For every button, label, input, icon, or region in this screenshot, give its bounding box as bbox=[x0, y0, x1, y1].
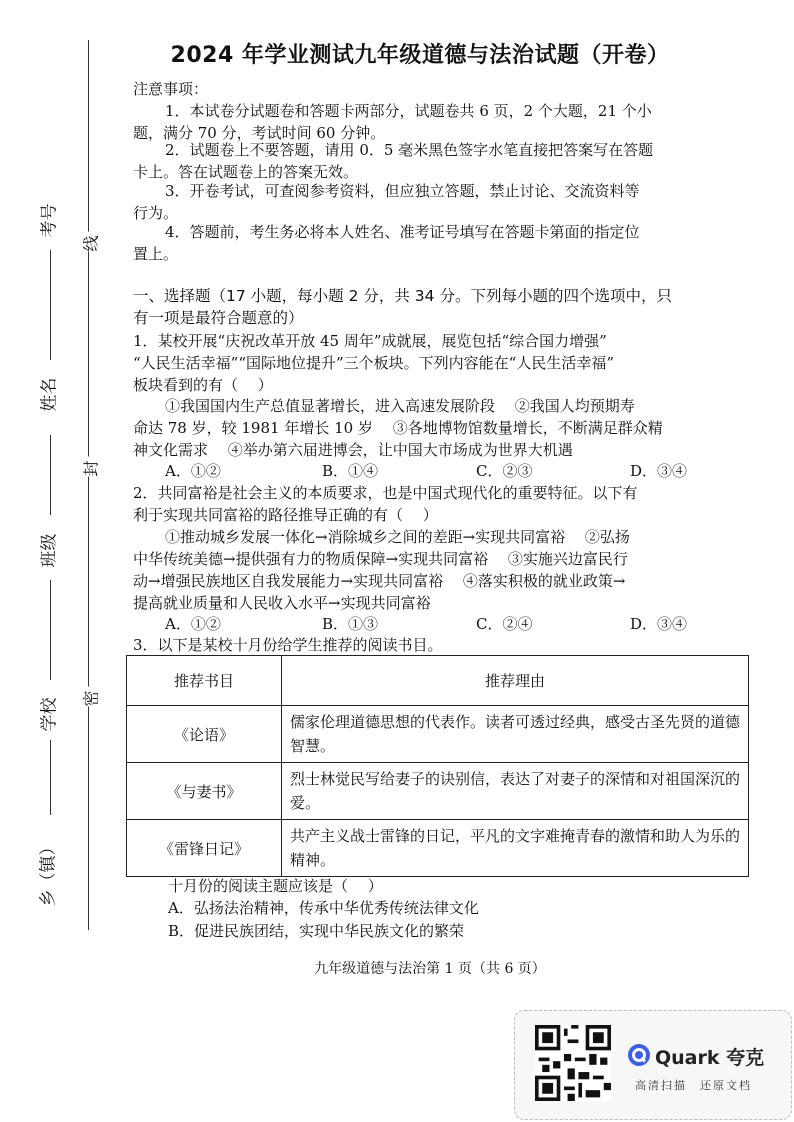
question-1-text: 板块看到的有（ ） bbox=[133, 376, 273, 394]
question-2-statement: 中华传统美德→提供强有力的物质保障→实现共同富裕 ③实施兴边富民行 bbox=[133, 550, 628, 568]
question-1-statement: ①我国国内生产总值显著增长，进入高速发展阶段 ②我国人均预期寿 bbox=[165, 397, 635, 415]
notice-line: 题，满分 70 分，考试时间 60 分钟。 bbox=[133, 124, 386, 142]
question-1-statement: 命达 78 岁，较 1981 年增长 10 岁 ③各地博物馆数量增长，不断满足群众精 bbox=[133, 419, 663, 437]
q1-option-b: B．①④ bbox=[322, 462, 379, 480]
field-underline bbox=[50, 740, 51, 815]
notice-heading: 注意事项： bbox=[133, 80, 209, 98]
section-heading: 一、选择题（17 小题，每小题 2 分，共 34 分。下列每小题的四个选项中，只 bbox=[133, 287, 672, 305]
question-2-text: 2．共同富裕是社会主义的本质要求，也是中国式现代化的重要特征。以下有 bbox=[133, 484, 638, 502]
notice-line: 行为。 bbox=[133, 204, 179, 222]
question-3-question: 十月份的阅读主题应该是（ ） bbox=[168, 877, 383, 895]
q2-option-a: A．①② bbox=[165, 615, 221, 633]
question-1-text: 1．某校开展“庆祝改革开放 45 周年”成就展，展览包括“综合国力增强” bbox=[133, 332, 607, 350]
seal-mark-seal: 封 bbox=[79, 457, 102, 477]
table-row bbox=[127, 706, 749, 763]
notice-line: 1．本试卷分试题卷和答题卡两部分，试题卷共 6 页，2 个大题，21 个小 bbox=[165, 102, 652, 120]
question-2-text: 利于实现共同富裕的路径推导正确的有（ ） bbox=[133, 506, 438, 524]
question-1-text: “人民生活幸福”“国际地位提升”三个板块。下列内容能在“人民生活幸福” bbox=[133, 354, 615, 372]
binding-line bbox=[88, 40, 89, 930]
question-2-statement: ①推动城乡发展一体化→消除城乡之间的差距→实现共同富裕 ②弘扬 bbox=[165, 528, 630, 546]
qr-code-icon bbox=[535, 1025, 611, 1101]
quark-badge bbox=[514, 1010, 792, 1120]
q1-option-d: D．③④ bbox=[630, 462, 688, 480]
field-underline bbox=[50, 250, 51, 360]
q3-option-b: B．促进民族团结，实现中华民族文化的繁荣 bbox=[168, 922, 465, 940]
field-label-name: 姓名 bbox=[39, 377, 60, 412]
q1-option-c: C．②③ bbox=[476, 462, 533, 480]
q2-option-c: C．②④ bbox=[476, 615, 533, 633]
book-reason: 共产主义战士雷锋的日记，平凡的文字难掩青春的激情和助人为乐的精神。 bbox=[282, 820, 749, 877]
table-header: 推荐理由 bbox=[282, 656, 749, 706]
field-underline bbox=[50, 435, 51, 515]
book-reason: 儒家伦理道德思想的代表作。读者可透过经典，感受古圣先贤的道德智慧。 bbox=[282, 706, 749, 763]
book-title: 《雷锋日记》 bbox=[127, 820, 282, 877]
notice-line: 4．答题前，考生务必将本人姓名、准考证号填写在答题卡第面的指定位 bbox=[165, 223, 640, 241]
q3-option-a: A．弘扬法治精神，传承中华优秀传统法律文化 bbox=[168, 899, 479, 917]
reading-list-table bbox=[126, 655, 749, 877]
book-reason: 烈士林觉民写给妻子的诀别信，表达了对妻子的深情和对祖国深沉的爱。 bbox=[282, 763, 749, 820]
seal-mark-secret: 密 bbox=[79, 687, 102, 707]
quark-logo-icon bbox=[627, 1043, 651, 1067]
q1-option-a: A．①② bbox=[165, 462, 221, 480]
question-2-statement: 提高就业质量和人民收入水平→实现共同富裕 bbox=[133, 594, 431, 612]
field-label-exam-number: 考号 bbox=[39, 203, 60, 238]
book-title: 《与妻书》 bbox=[127, 763, 282, 820]
q2-option-b: B．①③ bbox=[322, 615, 379, 633]
notice-line: 2．试题卷上不要答题，请用 0．5 毫米黑色签字水笔直接把答案写在答题 bbox=[165, 141, 654, 159]
field-label-town: 乡（镇） bbox=[38, 838, 59, 907]
field-label-class: 班级 bbox=[39, 533, 60, 568]
field-underline bbox=[50, 580, 51, 680]
question-2-statement: 动→增强民族地区自我发展能力→实现共同富裕 ④落实积极的就业政策→ bbox=[133, 572, 626, 590]
page-footer: 九年级道德与法治第 1 页（共 6 页） bbox=[314, 961, 546, 977]
table-row bbox=[127, 763, 749, 820]
quark-tagline: 高清扫描 还原文档 bbox=[635, 1079, 752, 1092]
seal-mark-line: 线 bbox=[79, 232, 102, 252]
exam-title: 2024 年学业测试九年级道德与法治试题（开卷） bbox=[170, 43, 670, 68]
q2-option-d: D．③④ bbox=[630, 615, 688, 633]
notice-line: 3．开卷考试，可查阅参考资料，但应独立答题，禁止讨论、交流资料等 bbox=[165, 182, 640, 200]
notice-line: 卡上。答在试题卷上的答案无效。 bbox=[133, 163, 359, 181]
question-1-statement: 神文化需求 ④举办第六届进博会，让中国大市场成为世界大机遇 bbox=[133, 441, 573, 459]
notice-line: 置上。 bbox=[133, 245, 179, 263]
table-row bbox=[127, 820, 749, 877]
table-header: 推荐书目 bbox=[127, 656, 282, 706]
question-3-intro: 3．以下是某校十月份给学生推荐的阅读书目。 bbox=[133, 636, 443, 654]
book-title: 《论语》 bbox=[127, 706, 282, 763]
field-label-school: 学校 bbox=[39, 697, 60, 732]
quark-brand: Quark 夸克 bbox=[655, 1047, 765, 1069]
section-heading: 有一项是最符合题意的） bbox=[133, 309, 304, 327]
